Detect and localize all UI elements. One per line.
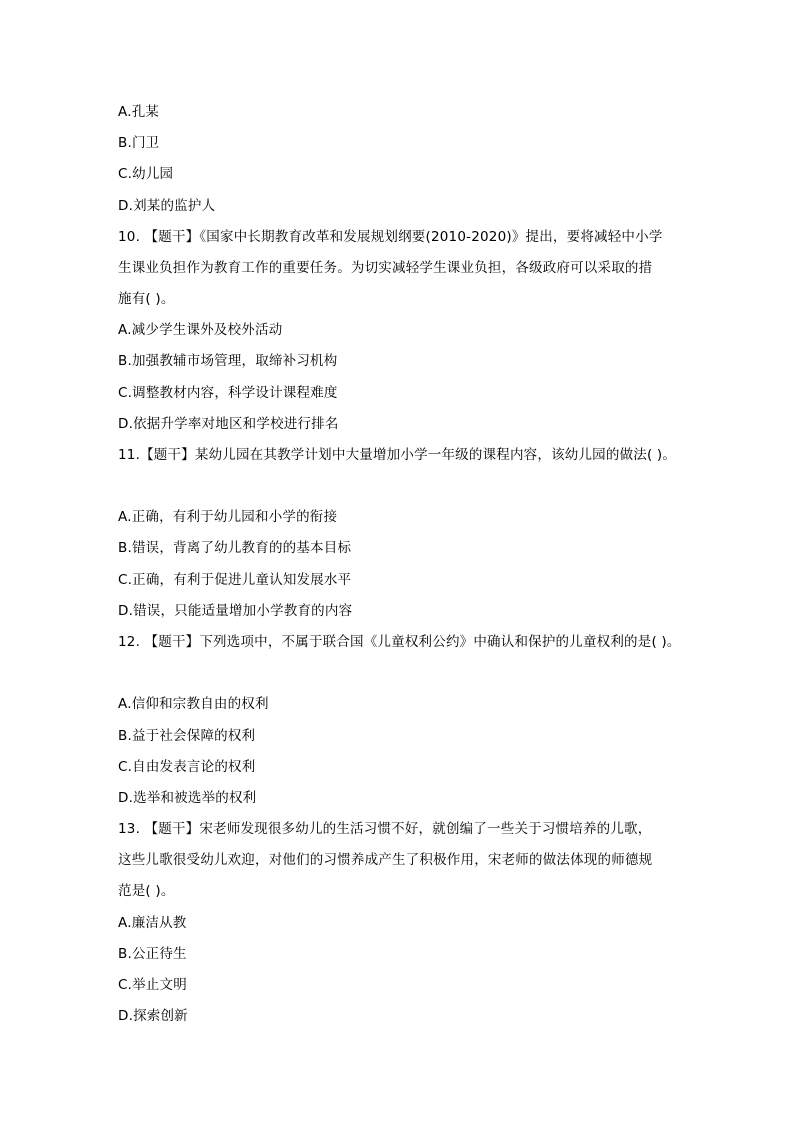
q10-stem-line-1: 10. 【题干】《国家中长期教育改革和发展规划纲要(2010-2020)》提出，要将减轻中小学 (118, 229, 663, 245)
q13-option-b: B.公正待生 (118, 946, 187, 962)
q10-option-d: D.依据升学率对地区和学校进行排名 (118, 416, 339, 432)
q12-option-c: C.自由发表言论的权利 (118, 759, 256, 775)
q10-stem-line-3: 施有( )。 (118, 291, 175, 307)
q10-option-b: B.加强教辅市场管理，取缔补习机构 (118, 353, 338, 369)
q13-option-a: A.廉洁从教 (118, 915, 187, 931)
q11-option-c: C.正确，有利于促进儿童认知发展水平 (118, 572, 352, 588)
q13-option-d: D.探索创新 (118, 1008, 188, 1024)
q11-option-d: D.错误，只能适量增加小学教育的内容 (118, 603, 353, 619)
q11-option-a: A.正确，有利于幼儿园和小学的衔接 (118, 509, 338, 525)
q12-option-d: D.选举和被选举的权利 (118, 790, 257, 806)
q11-stem-line-1: 11.【题干】某幼儿园在其教学计划中大量增加小学一年级的课程内容，该幼儿园的做法( )。 (118, 447, 677, 463)
q9-option-d: D.刘某的监护人 (118, 198, 216, 214)
q12-option-b: B.益于社会保障的权利 (118, 728, 256, 744)
q12-option-a: A.信仰和宗教自由的权利 (118, 696, 269, 712)
q13-stem-line-2: 这些儿歌很受幼儿欢迎，对他们的习惯养成产生了积极作用，宋老师的做法体现的师德规 (118, 852, 653, 868)
q9-option-b: B.门卫 (118, 135, 160, 151)
q13-stem-line-3: 范是( )。 (118, 883, 175, 899)
q9-option-a: A.孔某 (118, 104, 160, 120)
q12-stem-line-1: 12. 【题干】下列选项中，不属于联合国《儿童权利公约》中确认和保护的儿童权利的是( )。 (118, 634, 681, 650)
q10-option-a: A.减少学生课外及校外活动 (118, 322, 283, 338)
q13-stem-line-1: 13. 【题干】宋老师发现很多幼儿的生活习惯不好，就创编了一些关于习惯培养的儿歌， (118, 821, 652, 837)
q13-option-c: C.举止文明 (118, 977, 187, 993)
q11-option-b: B.错误，背离了幼儿教育的的基本目标 (118, 540, 352, 556)
q10-stem-line-2: 生课业负担作为教育工作的重要任务。为切实减轻学生课业负担，各级政府可以采取的措 (118, 260, 653, 276)
q9-option-c: C.幼儿园 (118, 166, 174, 182)
q10-option-c: C.调整教材内容，科学设计课程难度 (118, 385, 338, 401)
